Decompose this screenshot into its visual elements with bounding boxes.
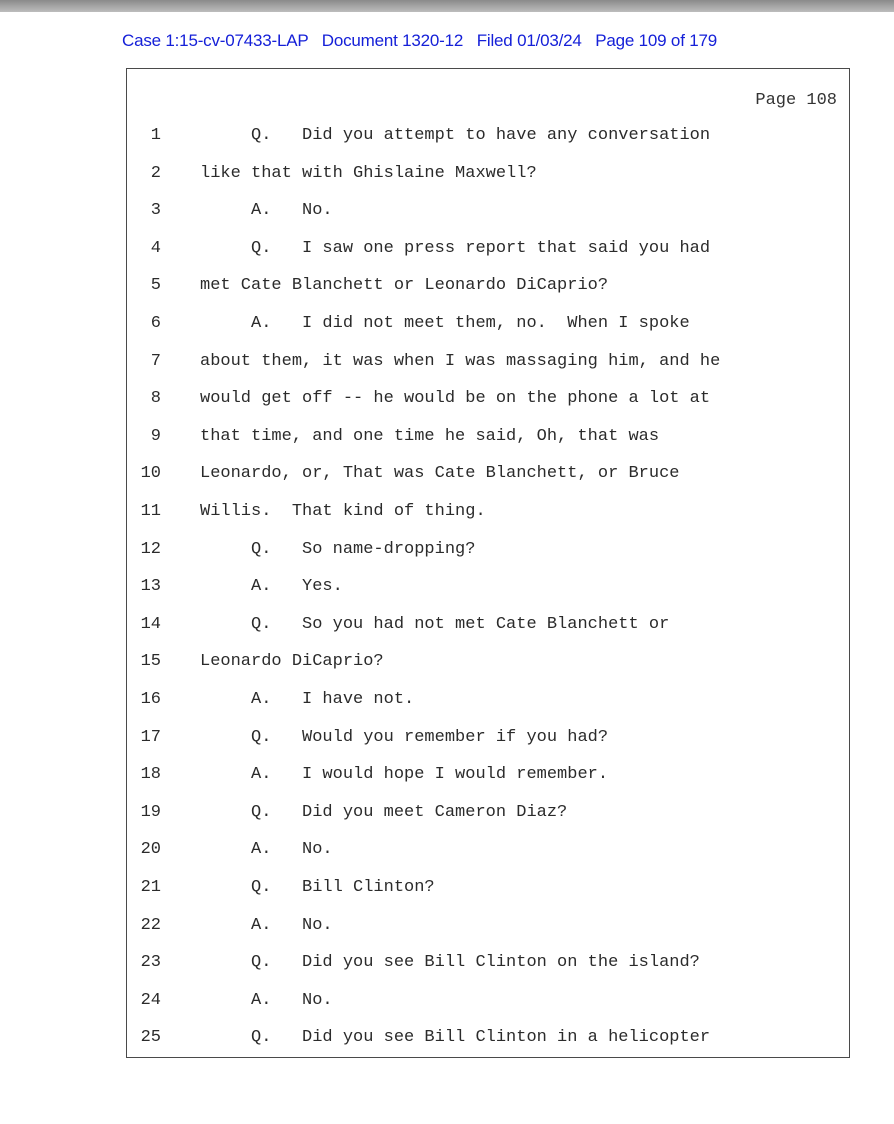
line-number: 21 xyxy=(140,878,161,897)
transcript-line xyxy=(127,615,847,639)
line-text: Willis. That kind of thing. xyxy=(200,502,486,521)
transcript-line xyxy=(127,239,847,263)
transcript-line xyxy=(127,540,847,564)
line-text: that time, and one time he said, Oh, that was xyxy=(200,426,660,446)
line-number: 12 xyxy=(140,539,161,559)
line-text: A. I would hope I would remember. xyxy=(200,765,609,785)
line-text: Q. Bill Clinton? xyxy=(200,878,435,897)
transcript-page xyxy=(126,68,850,1058)
transcript-line xyxy=(127,164,847,188)
transcript-line xyxy=(127,352,847,376)
line-text: Q. Did you see Bill Clinton in a helicopter xyxy=(200,1028,711,1048)
line-text: A. I did not meet them, no. When I spoke xyxy=(200,314,690,333)
transcript-line xyxy=(127,502,847,526)
transcript-line xyxy=(127,276,847,300)
transcript-line xyxy=(127,803,847,827)
line-text: Q. Did you attempt to have any conversation xyxy=(200,126,711,145)
line-text: A. Yes. xyxy=(200,577,343,597)
line-number: 18 xyxy=(140,765,161,785)
line-text: A. No. xyxy=(200,990,333,1010)
line-number: 2 xyxy=(150,163,161,183)
line-number: 25 xyxy=(140,1028,161,1048)
line-number: 16 xyxy=(140,690,161,709)
transcript-line xyxy=(127,991,847,1015)
line-text: A. No. xyxy=(200,915,333,935)
line-number: 15 xyxy=(140,652,161,672)
line-number: 17 xyxy=(140,727,161,747)
transcript-line xyxy=(127,389,847,413)
transcript-line xyxy=(127,126,847,150)
line-text: Q. I saw one press report that said you had xyxy=(200,238,711,258)
transcript-line xyxy=(127,1028,847,1052)
transcript-line xyxy=(127,652,847,676)
line-number: 1 xyxy=(150,126,161,145)
transcript-line xyxy=(127,427,847,451)
line-number: 14 xyxy=(140,614,161,634)
line-number: 5 xyxy=(150,276,161,296)
line-text: Q. So you had not met Cate Blanchett or xyxy=(200,614,670,634)
transcript-line xyxy=(127,690,847,714)
case-header: Case 1:15-cv-07433-LAP Document 1320-12 Filed 01/03/24 Page 109 of 179 xyxy=(122,31,717,50)
line-number: 20 xyxy=(140,840,161,860)
line-text: Q. So name-dropping? xyxy=(200,539,476,559)
line-text: A. No. xyxy=(200,840,333,860)
line-text: like that with Ghislaine Maxwell? xyxy=(200,163,537,183)
line-number: 4 xyxy=(150,238,161,258)
line-number: 8 xyxy=(150,389,161,409)
line-text: Q. Would you remember if you had? xyxy=(200,727,609,747)
line-number: 10 xyxy=(140,464,161,484)
transcript-line xyxy=(127,464,847,488)
line-text: about them, it was when I was massaging him, and he xyxy=(200,351,721,371)
line-number: 19 xyxy=(140,802,161,822)
line-number: 6 xyxy=(150,314,161,333)
line-number: 22 xyxy=(140,915,161,935)
line-number: 7 xyxy=(150,351,161,371)
transcript-line xyxy=(127,840,847,864)
transcript-line xyxy=(127,201,847,225)
transcript-line xyxy=(127,878,847,902)
line-text: Leonardo, or, That was Cate Blanchett, or Bruce xyxy=(200,464,680,484)
line-text: met Cate Blanchett or Leonardo DiCaprio? xyxy=(200,276,609,296)
line-number: 3 xyxy=(150,201,161,221)
page-number-label: Page 108 xyxy=(755,91,837,110)
transcript-line xyxy=(127,314,847,338)
transcript-line xyxy=(127,916,847,940)
viewer-top-bar xyxy=(0,0,894,12)
line-number: 24 xyxy=(140,990,161,1010)
line-text: Leonardo DiCaprio? xyxy=(200,652,384,672)
line-number: 23 xyxy=(140,953,161,973)
transcript-line xyxy=(127,577,847,601)
line-text: would get off -- he would be on the phone a lot at xyxy=(200,389,711,409)
line-number: 9 xyxy=(150,426,161,446)
transcript-line xyxy=(127,953,847,977)
line-text: Q. Did you meet Cameron Diaz? xyxy=(200,802,568,822)
transcript-line xyxy=(127,765,847,789)
line-text: A. I have not. xyxy=(200,690,415,709)
line-number: 11 xyxy=(140,502,161,521)
transcript-line xyxy=(127,728,847,752)
line-text: Q. Did you see Bill Clinton on the island? xyxy=(200,953,700,973)
line-number: 13 xyxy=(140,577,161,597)
line-text: A. No. xyxy=(200,201,333,221)
